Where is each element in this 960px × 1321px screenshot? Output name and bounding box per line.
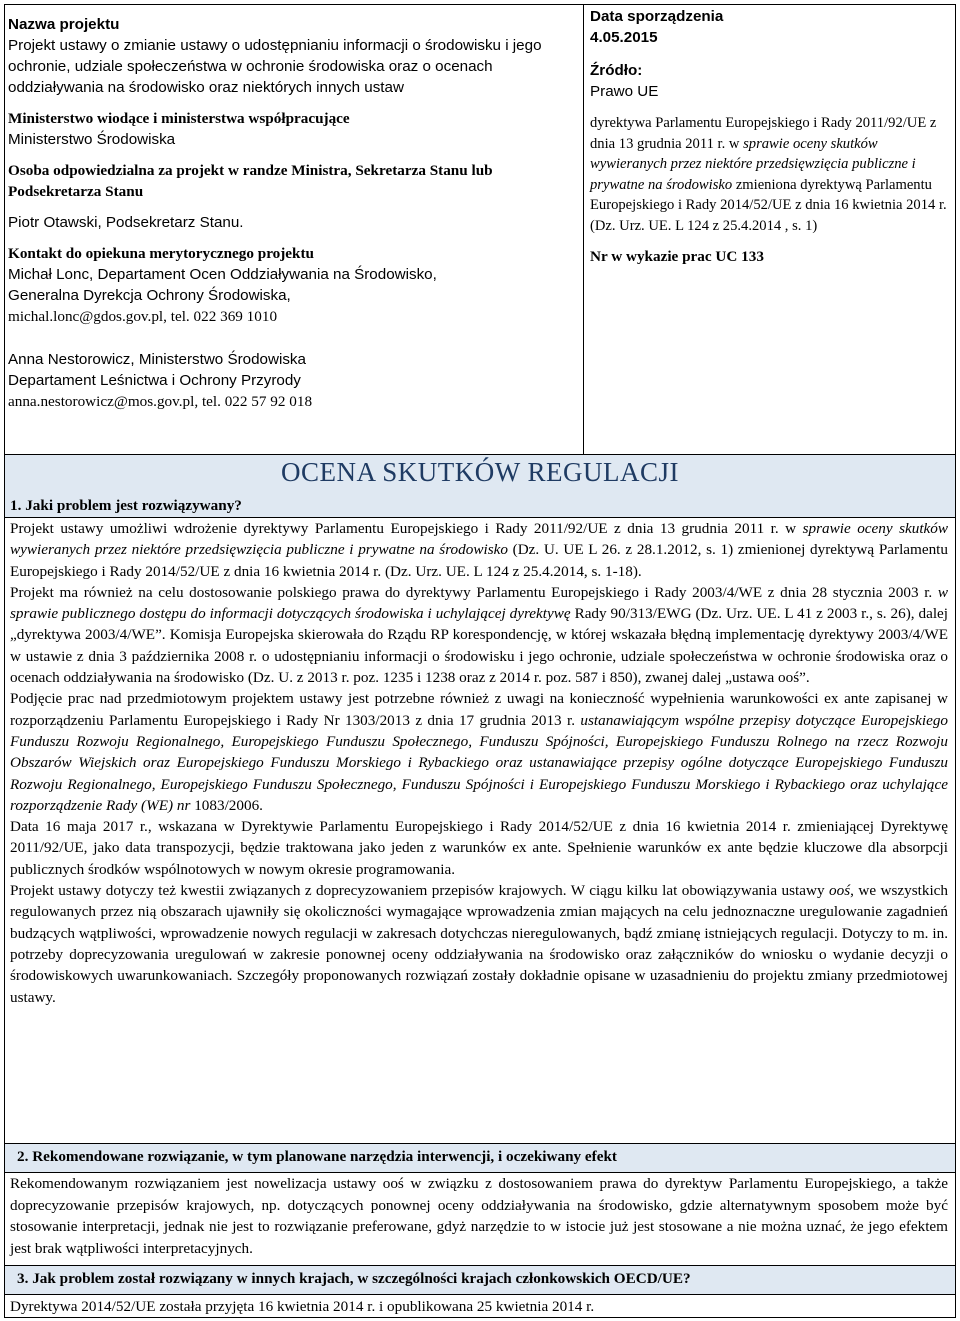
s1-p1b: sprawie oceny skutków wywieranych przez niektóre przedsięwzięcia publiczne i prywatne na środowisko <box>10 520 949 559</box>
contact1-line3: michal.lonc@gdos.gov.pl, tel. 022 369 1010 <box>8 308 278 325</box>
contact2-line3: anna.nestorowicz@mos.gov.pl, tel. 022 57 92 018 <box>8 393 313 410</box>
section-2-label: 2. Rekomendowane rozwiązanie, w tym planowane narzędzia interwencji, i oczekiwany efekt <box>5 1144 955 1172</box>
s1-p3a: Podjęcie prac nad przedmiotowym projektem ustawy jest potrzebne również z uwagi na konieczność wypełnienia warunkowości ex ante zapisanej w rozporządzeniu Parlamentu Europejskiego i Rady Nr 1303/2013 z dnia 17 grudnia 2013 r. <box>10 690 948 729</box>
contact1-line1: Michał Lonc, Departament Ocen Oddziaływania na Środowisko, <box>8 266 437 283</box>
contact-heading: Kontakt do opiekuna merytorycznego projektu <box>8 245 314 262</box>
section-3-label: 3. Jak problem został rozwiązany w innych krajach, w szczególności krajach członkowskich OECD/UE? <box>5 1266 955 1294</box>
header-right <box>590 6 952 267</box>
s1-paragraph-2 <box>10 582 948 688</box>
section-3-bottom-line <box>4 1294 956 1295</box>
s1-p1a: Projekt ustawy umożliwi wdrożenie dyrektywy Parlamentu Europejskiego i Rady 2011/92/UE z dnia 13 grudnia 2011 r. w <box>10 520 797 537</box>
section-1-label: 1. Jaki problem jest rozwiązywany? <box>10 497 242 514</box>
project-heading: Nazwa projektu <box>8 16 120 33</box>
date-value: 4.05.2015 <box>590 29 658 46</box>
directive-a: dyrektywa Parlamentu Europejskiego i Rady 2011/92/UE z dnia 13 grudnia 2011 r. w <box>590 115 937 152</box>
ministry-heading: Ministerstwo wiodące i ministerstwa współpracujące <box>8 110 350 127</box>
source-heading: Źródło: <box>590 62 643 79</box>
s1-paragraph-5 <box>10 880 948 1008</box>
s1-p3c: 1083/2006. <box>194 796 263 814</box>
s1-p2a: Projekt ma również na celu dostosowanie polskiego prawa do dyrektywy Parlamentu Europejskiego i Rady 2003/4/WE z dnia 28 stycznia 2003 r. <box>10 583 933 601</box>
s1-p2c: Rady 90/313/EWG (Dz. Urz. UE. L 41 z 2003 r., s. 26), dalej „dyrektywa 2003/4/WE”. Komisja Europejska skierowała do Rządu RP korespondencję, w której wskazała błędną implementację dyrektywy 2003/4/WE w ustawie z dnia 3 października 2008 r. o udostępnianiu informacji o środowisku i jego ochronie, udziale społeczeństwa w ochronie środowiska oraz o ocenach oddziaływania na środowisko (Dz. U. z 2013 r. poz. 1235 i 1238 oraz z 2014 r. poz. 587 i 850), zwanej dalej „ustawa ooś”. <box>10 605 949 687</box>
s1-paragraph-4: Data 16 maja 2017 r., wskazana w Dyrektywie Parlamentu Europejskiego i Rady 2014/52/UE z dnia 16 kwietnia 2014 r. zmieniającej Dyrektywę 2011/92/UE, jako data transpozycji, będzie traktowana jako jeden z warunków ex ante. Spełnienie warunków ex ante będzie kluczowe dla absorpcji publicznych środków wspólnotowych w nowym okresie programowania. <box>10 818 948 878</box>
contact2-line2: Departament Leśnictwa i Ochrony Przyrody <box>8 372 301 389</box>
header-divider <box>583 4 584 454</box>
report-title: OCENA SKUTKÓW REGULACJI <box>280 457 679 487</box>
responsible-person: Piotr Otawski, Podsekretarz Stanu. <box>8 214 244 231</box>
s1-p5c: , we wszystkich regulowanych przez nią obszarach ujawniły się okoliczności wymagające wprowadzenia zmian mających na celu jednoznaczne uregulowanie zagadnień budzących wątpliwości, wprowadzenie nowych regulacji w zakresach dotychczas nieregulowanych, bądź zmianę istniejących regulacji. Dotyczy to m. in. potrzeby doprecyzowania uregulowań w zakresie ponownej oceny oddziaływania na środowisko oraz załączników do wniosku o wydanie decyzji o środowiskowych uwarunkowaniach. Szczegóły proponowanych rozwiązań zostały dokładnie opisane w uzasadnieniu do projektu zmiany przedmiotowej ustawy. <box>10 882 948 1006</box>
project-name: Projekt ustawy o zmianie ustawy o udostępnianiu informacji o środowisku i jego ochronie, udziale społeczeństwa w ochronie środowiska oraz o ocenach oddziaływania na środowisko oraz niektórych innych ustaw <box>8 37 542 96</box>
s1-p5a: Projekt ustawy dotyczy też kwestii związanych z doprecyzowaniem przepisów krajowych. W ciągu kilku lat obowiązywania ustawy <box>10 882 825 900</box>
section-1-body <box>10 518 948 1008</box>
source-value: Prawo UE <box>590 83 659 100</box>
s1-p1c: (Dz. U. UE L 26. z 28.1.2012, s. 1) zmienionej dyrektywą Parlamentu Europejskiego i Rady 2014/52/UE z dnia 16 kwietnia 2014 r. (Dz. Urz. UE. L 124 z 25.4.2014, s. 1-18). <box>10 541 948 580</box>
contact1-line2: Generalna Dyrekcja Ochrony Środowiska, <box>8 287 291 304</box>
section-2-body: Rekomendowanym rozwiązaniem jest nowelizacja ustawy ooś w związku z dostosowaniem prawa do dyrektyw Parlamentu Europejskiego, a także doprecyzowanie przepisów krajowych, np. dotyczących ponownej oceny oddziaływania na środowisko, gdzie alternatywnym sposobem może być stosowanie interpretacji, jednak nie jest to rozwiązanie preferowane, gdyż narzędzie to w istocie już jest stosowane a nie można uznać, że jego efektem jest brak wątpliwości interpretacyjnych. <box>10 1175 948 1257</box>
s1-paragraph-1 <box>10 518 948 582</box>
section-3-body: Dyrektywa 2014/52/UE została przyjęta 16 kwietnia 2014 r. i opublikowana 25 kwietnia 2014 r. <box>10 1298 595 1315</box>
ministry: Ministerstwo Środowiska <box>8 131 176 148</box>
work-list-number: Nr w wykazie prac UC 133 <box>590 248 764 265</box>
contact2-line1: Anna Nestorowicz, Ministerstwo Środowiska <box>8 351 306 368</box>
header-left <box>8 14 580 412</box>
directive-b: sprawie oceny skutków wywieranych przez niektóre przedsięwzięcia publiczne i prywatne na środowisko <box>590 135 916 193</box>
directive-c: zmieniona dyrektywą Parlamentu Europejskiego i Rady 2014/52/UE z dnia 16 kwietnia 2014 r. (Dz. Urz. UE. L 124 z 25.4.2014 , s. 1) <box>590 176 947 234</box>
s1-p3b: ustanawiającym wspólne przepisy dotyczące Europejskiego Funduszu Rozwoju Regionalnego, Europejskiego Funduszu Społecznego, Funduszu Spójności, Europejskiego Funduszu Rolnego na rzecz Rozwoju Obszarów Wiejskich oraz Europejskiego Funduszu Morskiego i Rybackiego oraz ustanawiające przepisy ogólne dotyczące Europejskiego Funduszu Rozwoju Regionalnego, Europejskiego Funduszu Społecznego, Funduszu Spójności i Europejskiego Funduszu Morskiego i Rybackiego oraz uchylające rozporządzenie Rady (WE) nr <box>10 711 949 814</box>
date-heading: Data sporządzenia <box>590 8 724 25</box>
s1-p2b: w sprawie publicznego dostępu do informacji dotyczących środowiska i uchylającej dyrektywę <box>10 583 949 623</box>
responsible-heading: Osoba odpowiedzialna za projekt w randze Ministra, Sekretarza Stanu lub Podsekretarza Stanu <box>8 162 493 200</box>
s1-paragraph-3 <box>10 688 948 816</box>
directive-info <box>590 113 952 236</box>
s1-p5b: ooś <box>829 882 851 900</box>
